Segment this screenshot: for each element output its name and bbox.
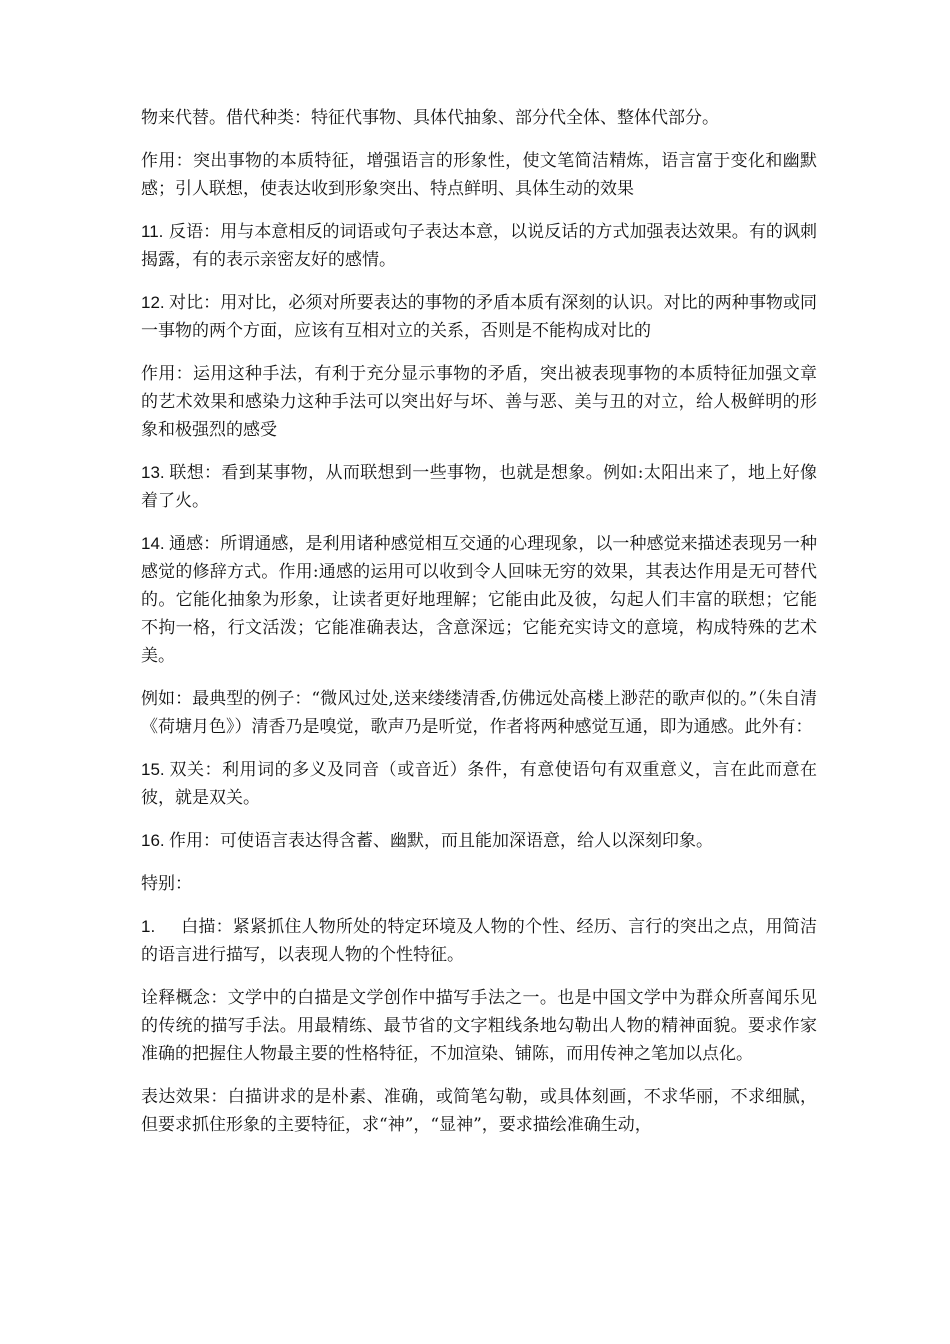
paragraph-text: 白描：紧紧抓住人物所处的特定环境及人物的个性、经历、言行的突出之点，用简洁的语言进行描写，以表现人物的个性特征。 bbox=[141, 917, 817, 965]
paragraph-text: 表达效果：白描讲求的是朴素、准确，或简笔勾勒，或具体刻画，不求华丽，不求细腻，但要求抓住形象的主要特征，求“神”，“显神”，要求描绘准确生动， bbox=[141, 1087, 817, 1135]
paragraph-synesthesia-example bbox=[141, 685, 817, 741]
paragraph-pun bbox=[141, 756, 817, 812]
paragraph-text: 诠释概念：文学中的白描是文学创作中描写手法之一。也是中国文学中为群众所喜闻乐见的传统的描写手法。用最精练、最节省的文字粗线条地勾勒出人物的精神面貌。要求作家准确的把握住人物最主要的性格特征，不加渲染、铺陈，而用传神之笔加以点化。 bbox=[141, 988, 817, 1064]
paragraph-synesthesia bbox=[141, 530, 817, 670]
paragraph-text: 特别： bbox=[141, 874, 192, 894]
paragraph-plain-sketch bbox=[141, 913, 817, 969]
paragraph-text: 作用：运用这种手法，有利于充分显示事物的矛盾，突出被表现事物的本质特征加强文章的艺术效果和感染力这种手法可以突出好与坏、善与恶、美与丑的对立，给人极鲜明的形象和极强烈的感受 bbox=[141, 364, 817, 440]
paragraph-number: 11. bbox=[141, 222, 164, 241]
paragraph-text: 作用：突出事物的本质特征，增强语言的形象性，使文笔简洁精炼，语言富于变化和幽默感；引人联想，使表达收到形象突出、特点鲜明、具体生动的效果 bbox=[141, 151, 817, 199]
paragraph-special-heading bbox=[141, 870, 817, 898]
paragraph-metonymy-types bbox=[141, 104, 817, 132]
paragraph-metonymy-effect bbox=[141, 147, 817, 203]
paragraph-text: 对比：用对比，必须对所要表达的事物的矛盾本质有深刻的认识。对比的两种事物或同一事物的两个方面，应该有互相对立的关系，否则是不能构成对比的 bbox=[141, 293, 817, 341]
document-body bbox=[141, 104, 817, 1154]
paragraph-text: 物来代替。借代种类：特征代事物、具体代抽象、部分代全体、整体代部分。 bbox=[141, 108, 719, 128]
paragraph-text: 例如：最典型的例子：“微风过处,送来缕缕清香,仿佛远处高楼上渺茫的歌声似的。”（朱自清《荷塘月色》）清香乃是嗅觉，歌声乃是听觉，作者将两种感觉互通，即为通感。此外有： bbox=[141, 689, 817, 737]
paragraph-number: 15. bbox=[141, 760, 165, 779]
paragraph-text: 双关：利用词的多义及同音（或音近）条件，有意使语句有双重意义，言在此而意在彼，就是双关。 bbox=[141, 760, 817, 808]
paragraph-text: 反语：用与本意相反的词语或句子表达本意，以说反话的方式加强表达效果。有的讽刺揭露，有的表示亲密友好的感情。 bbox=[141, 222, 817, 270]
paragraph-pun-effect bbox=[141, 827, 817, 855]
paragraph-irony bbox=[141, 218, 817, 274]
paragraph-plain-sketch-effect bbox=[141, 1083, 817, 1139]
paragraph-contrast-effect bbox=[141, 360, 817, 444]
paragraph-number: 1. bbox=[141, 917, 156, 936]
paragraph-text: 通感：所谓通感，是利用诸种感觉相互交通的心理现象，以一种感觉来描述表现另一种感觉的修辞方式。作用:通感的运用可以收到令人回味无穷的效果，其表达作用是无可替代的。它能化抽象为形象，让读者更好地理解；它能由此及彼，勾起人们丰富的联想；它能不拘一格，行文活泼；它能准确表达，含意深远；它能充实诗文的意境，构成特殊的艺术美。 bbox=[141, 534, 817, 666]
paragraph-number: 12. bbox=[141, 293, 165, 312]
paragraph-number: 14. bbox=[141, 534, 165, 553]
paragraph-plain-sketch-concept bbox=[141, 984, 817, 1068]
paragraph-association bbox=[141, 459, 817, 515]
paragraph-number: 13. bbox=[141, 463, 165, 482]
paragraph-text: 联想：看到某事物，从而联想到一些事物，也就是想象。例如:太阳出来了，地上好像着了火。 bbox=[141, 463, 817, 511]
paragraph-text: 作用：可使语言表达得含蓄、幽默，而且能加深语意，给人以深刻印象。 bbox=[169, 831, 713, 851]
paragraph-contrast bbox=[141, 289, 817, 345]
paragraph-number: 16. bbox=[141, 831, 165, 850]
